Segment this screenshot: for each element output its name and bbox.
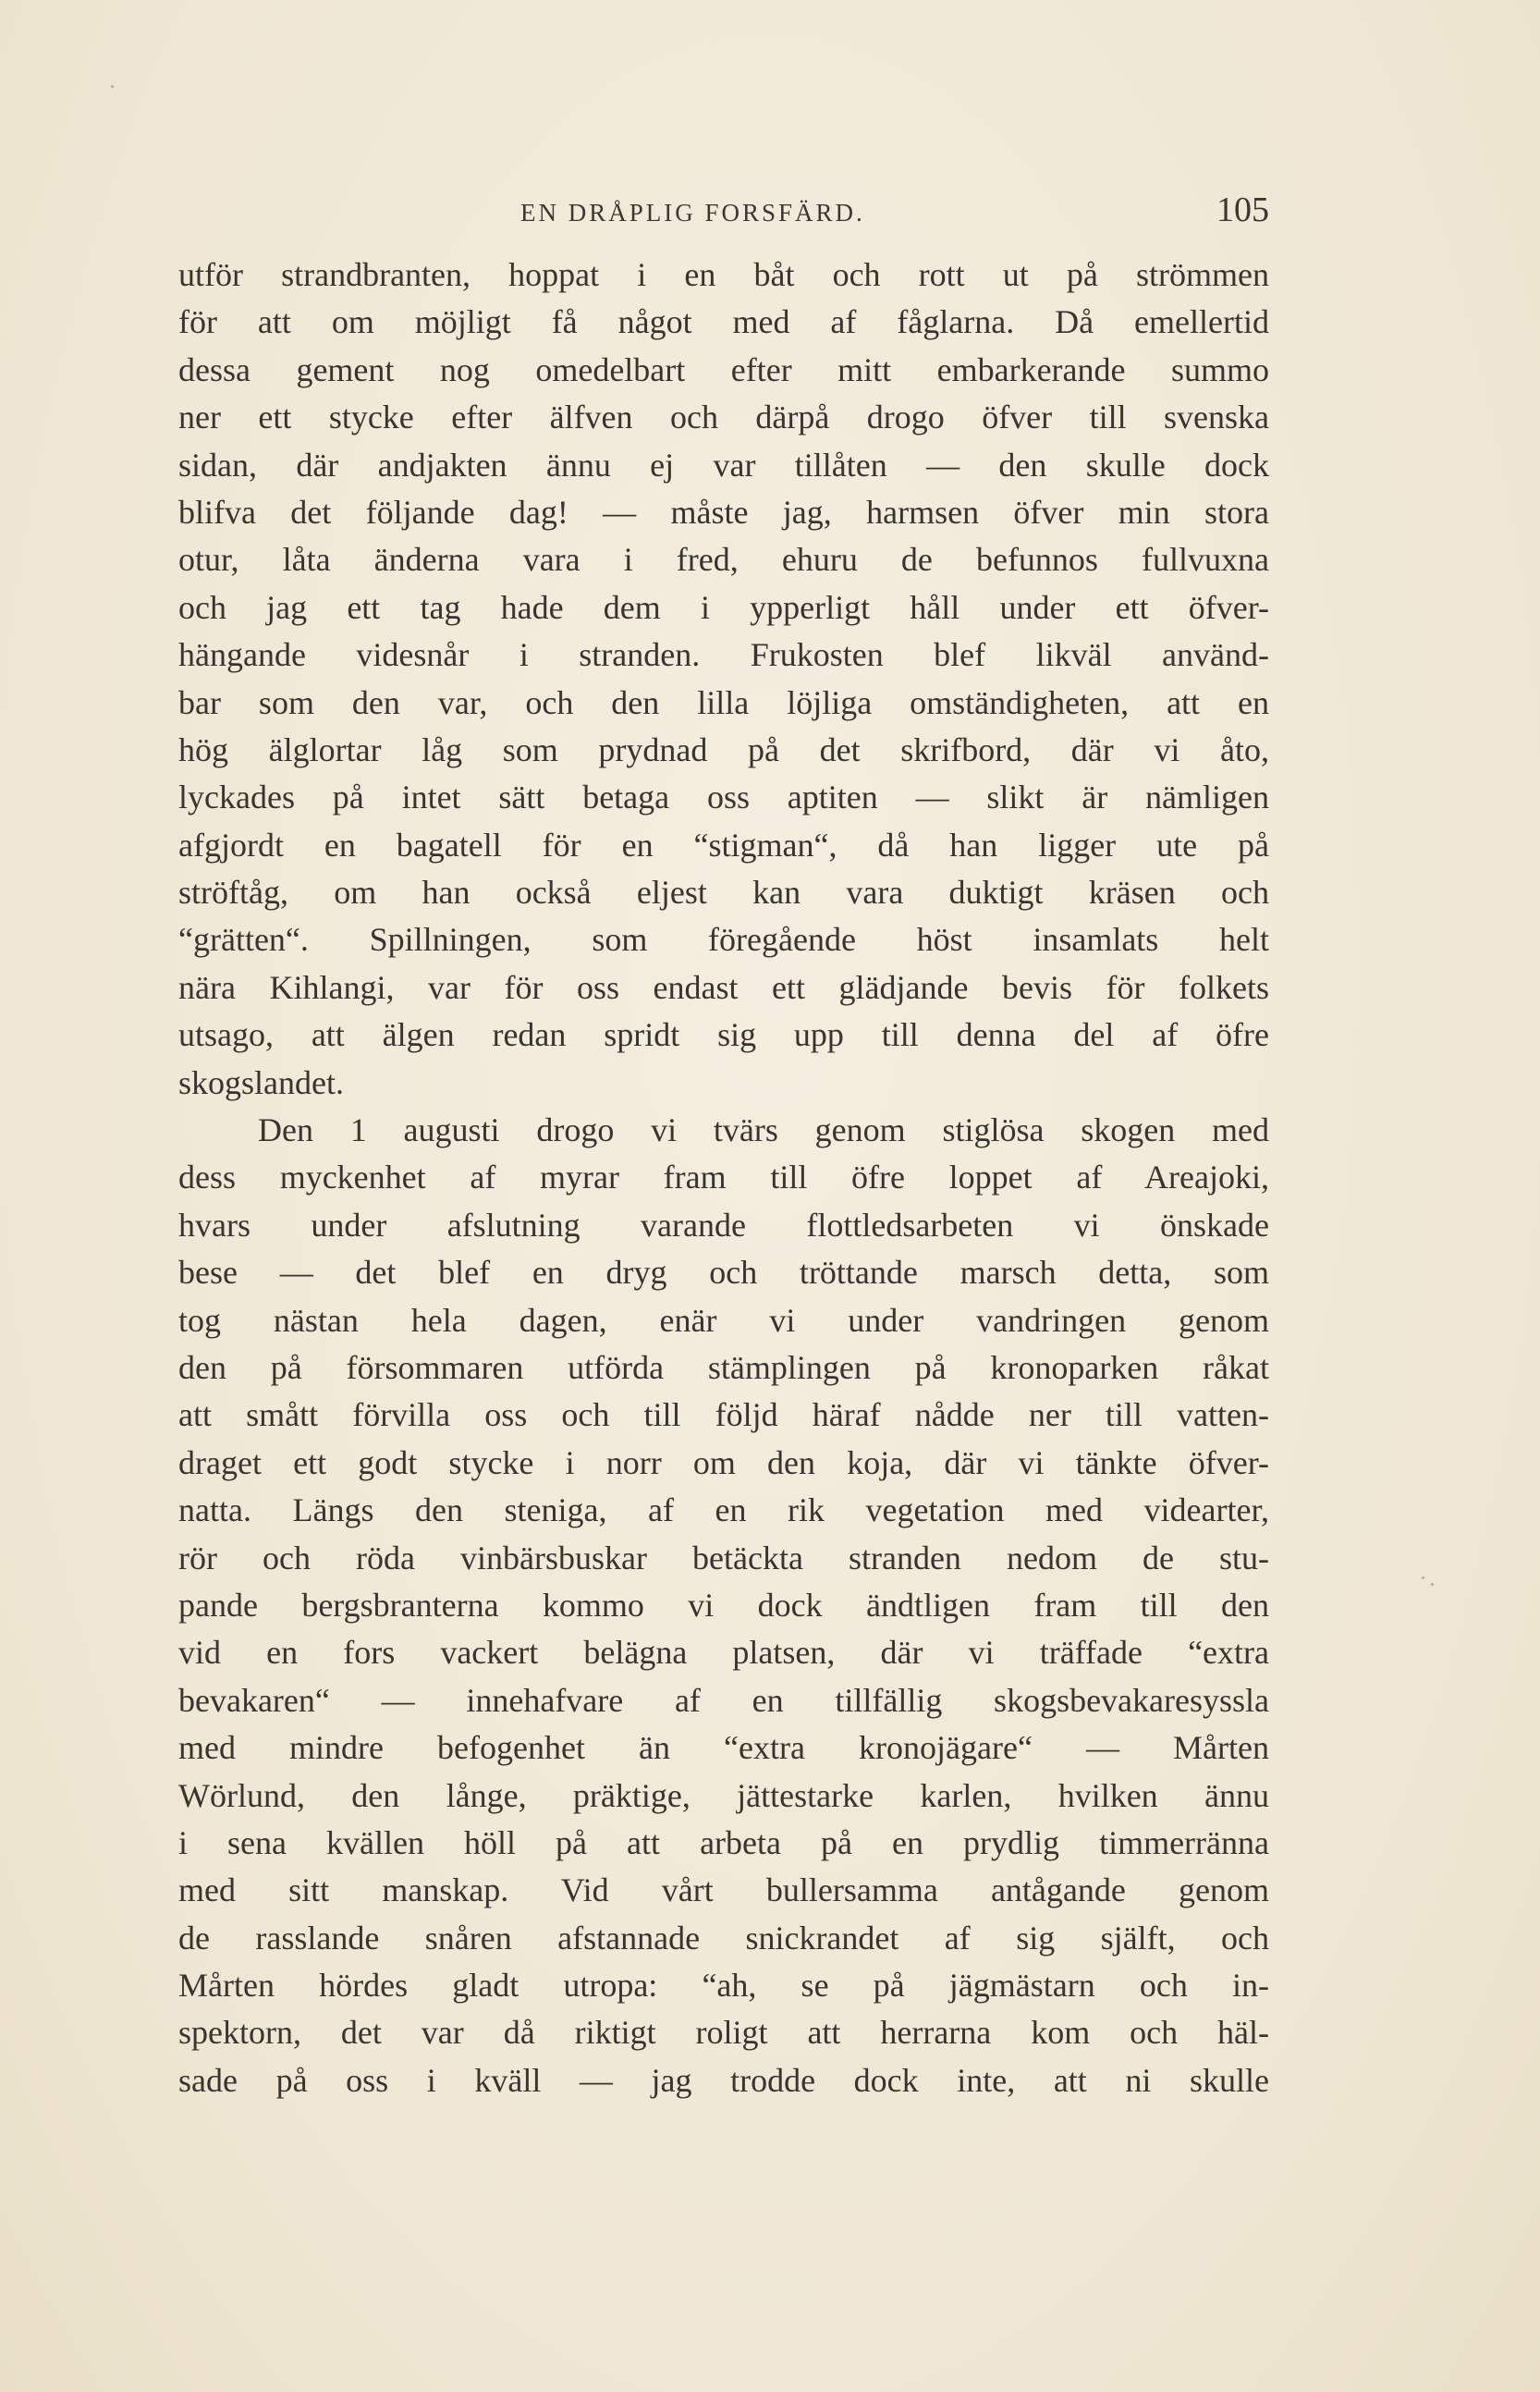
text-line: nära Kihlangi, var för oss endast ett glädjande bevis för folkets bbox=[178, 968, 1269, 1006]
text-line: bevakaren“ — innehafvare af en tillfällig skogsbevakaresyssla bbox=[178, 1681, 1269, 1719]
page-number: 105 bbox=[1216, 190, 1269, 229]
text-line: med sitt manskap. Vid vårt bullersamma antågande genom bbox=[178, 1871, 1269, 1909]
text-line: utför strandbranten, hoppat i en båt och rott ut på strömmen bbox=[178, 256, 1269, 293]
text-line: natta. Längs den steniga, af en rik vegetation med videarter, bbox=[178, 1491, 1269, 1529]
text-line: och jag ett tag hade dem i ypperligt håll under ett öfver- bbox=[178, 588, 1269, 626]
body-text bbox=[178, 251, 1269, 2104]
running-head: EN DRÅPLIG FORSFÄRD. bbox=[520, 199, 865, 227]
text-line: bar som den var, och den lilla löjliga omständigheten, att en bbox=[178, 683, 1269, 721]
text-line: otur, låta änderna vara i fred, ehuru de befunnos fullvuxna bbox=[178, 541, 1269, 579]
paper-speck bbox=[1431, 1583, 1434, 1586]
text-line: bese — det blef en dryg och tröttande marsch detta, som bbox=[178, 1254, 1269, 1292]
text-line: vid en fors vackert belägna platsen, där vi träffade “extra bbox=[178, 1634, 1269, 1672]
text-line: dess myckenhet af myrar fram till öfre loppet af Areajoki, bbox=[178, 1159, 1269, 1196]
text-line: hängande videsnår i stranden. Frukosten blef likväl använd- bbox=[178, 636, 1269, 674]
text-line: den på försommaren utförda stämplingen på kronoparken råkat bbox=[178, 1348, 1269, 1386]
text-line: att smått förvilla oss och till följd häraf nådde ner till vatten- bbox=[178, 1396, 1269, 1434]
text-line: för att om möjligt få något med af fåglarna. Då emellertid bbox=[178, 303, 1269, 341]
text-line: sade på oss i kväll — jag trodde dock inte, att ni skulle bbox=[178, 2061, 1269, 2099]
text-line: rör och röda vinbärsbuskar betäckta stranden nedom de stu- bbox=[178, 1539, 1269, 1576]
text-line: med mindre befogenhet än “extra kronojägare“ — Mårten bbox=[178, 1729, 1269, 1767]
text-line: draget ett godt stycke i norr om den koja, där vi tänkte öfver- bbox=[178, 1443, 1269, 1481]
paper-speck bbox=[1422, 1576, 1424, 1579]
text-line: i sena kvällen höll på att arbeta på en prydlig timmerränna bbox=[178, 1823, 1269, 1861]
text-line: lyckades på intet sätt betaga oss aptiten — slikt är nämligen bbox=[178, 779, 1269, 816]
text-line: dessa gement nog omedelbart efter mitt embarkerande summo bbox=[178, 350, 1269, 388]
paragraph-start-line: Den 1 augusti drogo vi tvärs genom stiglösa skogen med bbox=[258, 1111, 1269, 1149]
text-line: hvars under afslutning varande flottledsarbeten vi önskade bbox=[178, 1206, 1269, 1244]
text-line: spektorn, det var då riktigt roligt att herrarna kom och häl- bbox=[178, 2014, 1269, 2052]
text-line: ner ett stycke efter älfven och därpå drogo öfver till svenska bbox=[178, 399, 1269, 436]
text-line: blifva det följande dag! — måste jag, harmsen öfver min stora bbox=[178, 493, 1269, 531]
text-line: ströftåg, om han också eljest kan vara duktigt kräsen och bbox=[178, 874, 1269, 912]
paper-speck bbox=[111, 85, 114, 88]
text-line: utsago, att älgen redan spridt sig upp till denna del af öfre bbox=[178, 1016, 1269, 1054]
paragraph-end-line: skogslandet. bbox=[178, 1063, 344, 1101]
text-line: “grätten“. Spillningen, som föregående höst insamlats helt bbox=[178, 921, 1269, 959]
text-line: hög älglortar låg som prydnad på det skrifbord, där vi åto, bbox=[178, 730, 1269, 768]
text-line: de rasslande snåren afstannade snickrandet af sig själft, och bbox=[178, 1919, 1269, 1957]
text-line: Wörlund, den långe, präktige, jättestarke karlen, hvilken ännu bbox=[178, 1776, 1269, 1814]
text-line: pande bergsbranterna kommo vi dock ändtligen fram till den bbox=[178, 1586, 1269, 1624]
text-line: sidan, där andjakten ännu ej var tillåten — den skulle dock bbox=[178, 446, 1269, 484]
text-line: afgjordt en bagatell för en “stigman“, då han ligger ute på bbox=[178, 826, 1269, 864]
text-line: Mårten hördes gladt utropa: “ah, se på jägmästarn och in- bbox=[178, 1967, 1269, 2005]
text-line: tog nästan hela dagen, enär vi under vandringen genom bbox=[178, 1301, 1269, 1339]
page-header bbox=[178, 190, 1269, 236]
